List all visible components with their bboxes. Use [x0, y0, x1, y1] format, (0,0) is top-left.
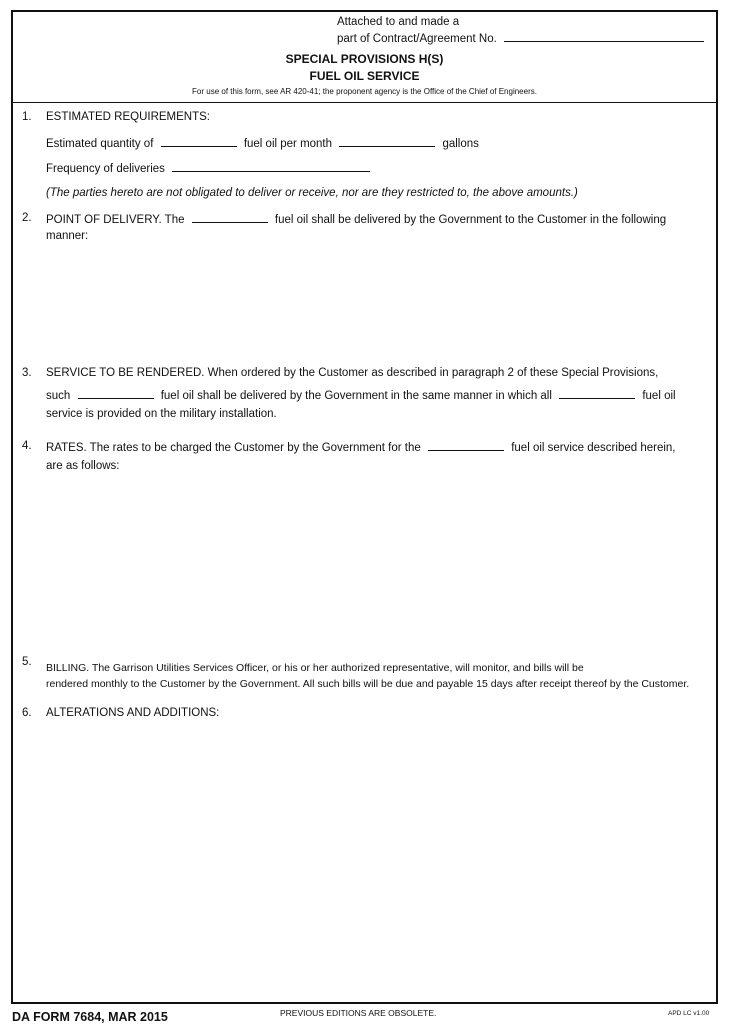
frequency-field[interactable] — [172, 161, 370, 172]
editions-note: PREVIOUS EDITIONS ARE OBSOLETE. — [280, 1008, 437, 1018]
quantity-label: Estimated quantity of — [46, 138, 154, 150]
section-1-heading: ESTIMATED REQUIREMENTS: — [46, 111, 210, 123]
rates-text: fuel oil service described herein, — [511, 442, 676, 454]
delivery-fuel-type-field[interactable] — [192, 212, 268, 223]
billing-line-1: BILLING. The Garrison Utilities Services Officer, or his or her authorized representative, will monitor, and bills will be — [46, 662, 584, 674]
contract-agreement-label: part of Contract/Agreement No. — [337, 33, 497, 45]
contract-agreement-line — [337, 31, 704, 45]
section-1-note: (The parties hereto are not obligated to deliver or receive, nor are they restricted to, the above amounts.) — [46, 187, 578, 199]
section-6-heading: ALTERATIONS AND ADDITIONS: — [46, 707, 220, 719]
form-id: DA FORM 7684, MAR 2015 — [12, 1010, 168, 1024]
fuel-type-field[interactable] — [161, 136, 237, 147]
section-6-number: 6. — [22, 707, 32, 719]
quantity-mid-label: fuel oil per month — [243, 138, 333, 150]
gallons-label: gallons — [442, 138, 479, 150]
point-of-delivery-text: fuel oil shall be delivered by the Government to the Customer in the following — [274, 214, 667, 226]
point-of-delivery-label: POINT OF DELIVERY. The — [46, 214, 185, 226]
rates-follows: are as follows: — [46, 460, 120, 472]
service-line-2 — [46, 388, 676, 402]
header-divider — [13, 102, 716, 103]
billing-line-2: rendered monthly to the Customer by the Government. All such bills will be due and payable 15 days after receipt thereof by the Customer. — [46, 678, 690, 690]
service-mid-text: fuel oil shall be delivered by the Government in the same manner in which all — [160, 390, 552, 402]
rates-fuel-type-field[interactable] — [428, 440, 504, 451]
service-line-3: service is provided on the military installation. — [46, 408, 277, 420]
service-such-label: such — [46, 390, 71, 402]
form-frame — [11, 10, 718, 1004]
service-fuel-type-field[interactable] — [78, 388, 154, 399]
attached-line-1: Attached to and made a — [337, 16, 460, 28]
section-2-number: 2. — [22, 212, 32, 224]
rates-label: RATES. The rates to be charged the Customer by the Government for the — [46, 442, 421, 454]
gallons-field[interactable] — [339, 136, 435, 147]
point-of-delivery-manner: manner: — [46, 230, 89, 242]
quantity-line — [46, 136, 479, 150]
service-fuel-oil-label: fuel oil — [642, 390, 676, 402]
frequency-line — [46, 161, 370, 175]
section-3-number: 3. — [22, 367, 32, 379]
point-of-delivery-line — [46, 212, 666, 226]
frequency-label: Frequency of deliveries — [46, 163, 165, 175]
form-title: SPECIAL PROVISIONS H(S) — [285, 52, 444, 66]
version-label: APD LC v1.00 — [668, 1010, 710, 1017]
section-4-number: 4. — [22, 440, 32, 452]
section-5-number: 5. — [22, 656, 32, 668]
service-line-1: SERVICE TO BE RENDERED. When ordered by the Customer as described in paragraph 2 of these Special Provisions, — [46, 367, 659, 379]
section-1-number: 1. — [22, 111, 32, 123]
contract-number-field[interactable] — [504, 31, 704, 42]
form-subtitle: FUEL OIL SERVICE — [309, 69, 420, 83]
rates-line — [46, 440, 675, 454]
service-fuel-type-field-2[interactable] — [559, 388, 635, 399]
usage-note: For use of this form, see AR 420-41; the proponent agency is the Office of the Chief of Engineers. — [192, 87, 537, 96]
